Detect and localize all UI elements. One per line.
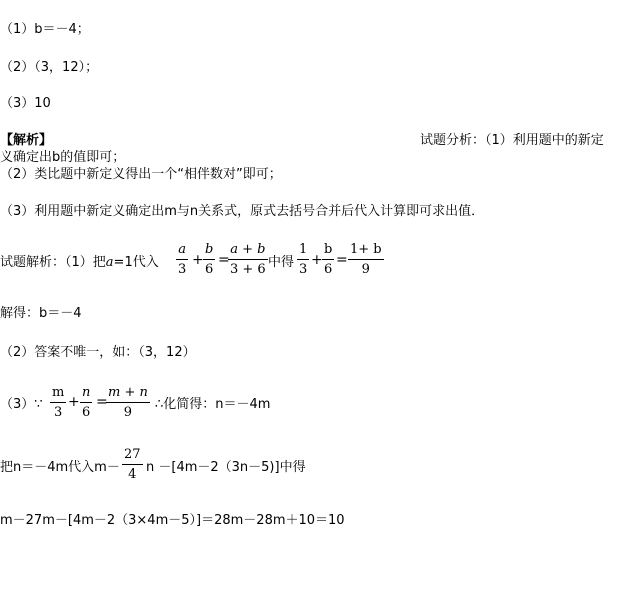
solution-3: （2）答案不唯一，如：（3，12） <box>0 345 196 360</box>
solution-6: m－27m－[4m－2（3×4m－5）]＝28m－28m＋10＝10 <box>0 513 345 528</box>
solution-4-suffix: ∴化简得：n＝－4m <box>155 397 271 412</box>
fraction-b-over-6-b: b 6 <box>324 242 333 277</box>
analysis-header: 【解析】 <box>0 133 53 148</box>
fraction-27-over-4: 27 4 <box>124 447 141 482</box>
fraction-b-over-6: b 6 <box>205 242 214 277</box>
fraction-a-plus-b: a + b 3 + 6 <box>230 242 266 277</box>
solution-4-prefix: （3）∵ <box>0 397 43 412</box>
answer-2: （2）（3，12）； <box>0 60 99 75</box>
plus-sign-3: + <box>68 394 80 410</box>
solution-5-prefix: 把n＝－4m代入m－ <box>0 460 120 475</box>
fraction-n-over-6: n 6 <box>82 385 91 420</box>
equals-sign-2: = <box>336 252 348 268</box>
answer-1: （1）b＝－4； <box>0 22 90 37</box>
analysis-line-2: 义确定出b的值即可； <box>0 150 126 165</box>
equals-sign-3: = <box>96 394 108 410</box>
analysis-line-4: （3）利用题中新定义确定出m与n关系式，原式去括号合并后代入计算即可求出值． <box>0 204 485 219</box>
analysis-line-3: （2）类比题中新定义得出一个“相伴数对”即可； <box>0 167 282 182</box>
solution-1-prefix: 试题解析：（1）把a=1代入 <box>0 255 159 270</box>
fraction-m-plus-n: m + n 9 <box>108 385 148 420</box>
fraction-a-over-3: a 3 <box>178 242 187 277</box>
solution-5-suffix: n －[4m－2（3n－5)]中得 <box>146 460 306 475</box>
equals-sign: = <box>218 252 230 268</box>
fraction-1-over-3: 1 3 <box>299 242 308 277</box>
plus-sign-2: + <box>311 252 323 268</box>
analysis-right-text: 试题分析：（1）利用题中的新定 <box>420 133 604 148</box>
plus-sign: + <box>192 252 204 268</box>
fraction-m-over-3: m 3 <box>52 385 65 420</box>
fraction-1-plus-b: 1+ b 9 <box>350 242 382 277</box>
solution-1-mid: 中得 <box>268 255 295 270</box>
answer-3: （3）10 <box>0 96 51 111</box>
solution-2: 解得：b＝－4 <box>0 306 82 321</box>
